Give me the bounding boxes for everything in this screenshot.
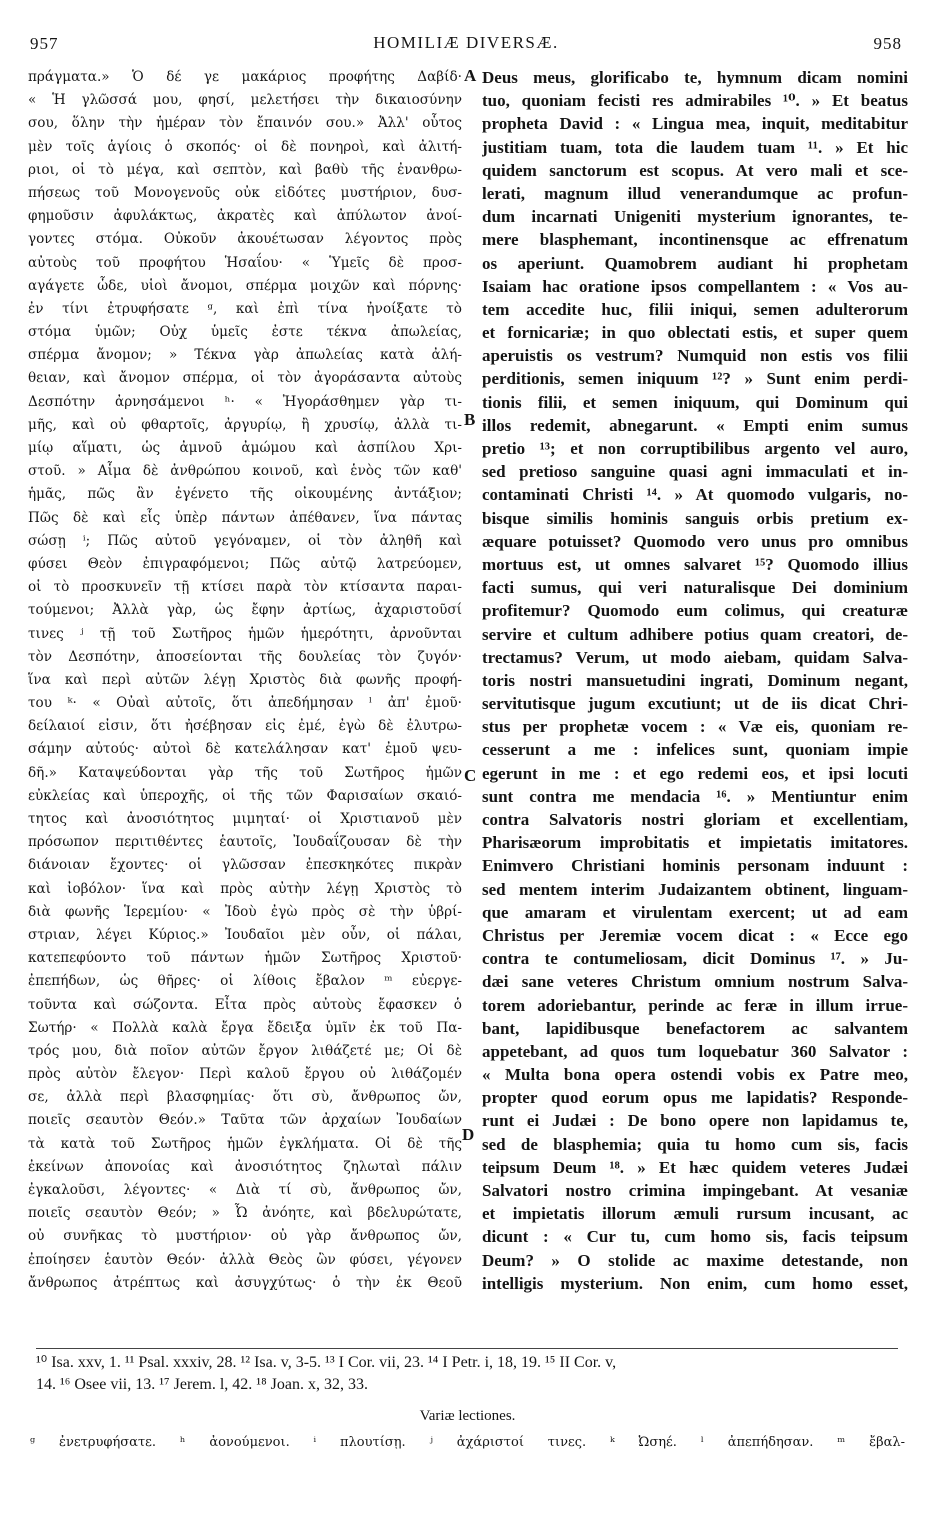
latin-text-line: tionis filii, et semen iniquum, qui Dominum qui bbox=[482, 392, 908, 412]
greek-text-line: ἐποίησεν ἑαυτὸν Θεόν· ἀλλὰ Θεὸς ὢν φύσει, γέγονεν bbox=[28, 1251, 462, 1268]
margin-marker-d: D bbox=[462, 1125, 475, 1144]
footnote-divider bbox=[36, 1348, 898, 1349]
greek-text-line: σώσῃ ⁱ; Πῶς αὐτοῦ γεγόναμεν, οἱ τὸν ἀληθῆ καὶ bbox=[28, 532, 462, 549]
greek-text-line: οὐ συνῆκας τὸ μυστήριον· οὐ γὰρ ἄνθρωπος ὤν, bbox=[28, 1228, 462, 1245]
greek-text-line: φύσει Θεὸν ἐπιγραφόμενοι; Πῶς αὐτῷ λατρεύομεν, bbox=[28, 555, 462, 572]
latin-text-line: propheta David : « Lingua mea, inquit, meditabitur bbox=[482, 114, 908, 134]
greek-text-line: τούμενοι; Ἀλλὰ γὰρ, ὡς ἔφην ἀρτίως, ἀχαριστοῦσί bbox=[28, 602, 462, 619]
footnote-line: ¹⁰ Isa. xxv, 1. ¹¹ Psal. xxxiv, 28. ¹² Isa. v, 3-5. ¹³ I Cor. vii, 23. ¹⁴ I Petr. i, 18, 19. ¹⁵ II Cor. v, bbox=[36, 1354, 617, 1371]
latin-text-line: mortuus est, ut omnes salvaret ¹⁵? Quomodo illius bbox=[482, 554, 908, 574]
greek-text-line: γοντες στόμα. Οὐκοῦν ἀκουέτωσαν λέγοντος πρὸς bbox=[28, 231, 462, 248]
latin-text-line: bisque similis hominis sanguis orbis pretium ex- bbox=[482, 508, 908, 528]
latin-text-line: toris nostri mansuetudini ingrati, Dominum negant, bbox=[482, 670, 908, 690]
latin-text-line: Enimvero Christiani hominis personam induunt : bbox=[482, 856, 908, 876]
latin-text-line: quidem sanctorum est scopus. At vero mali et sce- bbox=[482, 160, 908, 180]
latin-text-line: sed de blasphemia; quia tu homo cum sis, facis bbox=[482, 1134, 908, 1154]
greek-text-line: ἡμᾶς, πῶς ἂν ἐγένετο τῆς οἰκουμένης ἀντάξιον; bbox=[28, 486, 462, 503]
greek-text-line: Πῶς δὲ καὶ εἷς ὑπὲρ πάντων ἀπέθανεν, ἵνα πάντας bbox=[28, 509, 462, 526]
left-page-number: 957 bbox=[30, 34, 59, 53]
latin-text-line: et impietatis illorum æmuli rursum incusant, ac bbox=[482, 1204, 908, 1224]
greek-text-line: πράγματα.» Ὁ δέ γε μακάριος προφήτης Δαβίδ· bbox=[28, 69, 462, 85]
greek-column bbox=[28, 66, 462, 1342]
latin-text-line: Isaiam hac oratione ipsos compellantem : « Vos au- bbox=[482, 276, 908, 296]
latin-column bbox=[482, 66, 908, 1342]
latin-text-line: æquare potuisset? Quomodo vero unus pro omnibus bbox=[482, 531, 908, 551]
latin-text-line: servire et cultum adhibere potius quam creatori, de- bbox=[482, 624, 908, 644]
latin-text-line: dicunt : « Cur tu, cum homo sis, facis teipsum bbox=[482, 1227, 908, 1247]
greek-text-line: ἐγκαλοῦσι, λέγοντες· « Διὰ τί σὺ, ἄνθρωπος ὤν, bbox=[28, 1182, 462, 1198]
latin-text-line: Salvatori nostro crimina impingebant. At vesaniæ bbox=[482, 1181, 908, 1200]
latin-text-line: sed mentem interim Judaizantem obtinent, linguam- bbox=[482, 879, 908, 899]
latin-text-line: appetebant, ad quos tum loquebatur 360 Salvator : bbox=[482, 1041, 908, 1061]
latin-text-line: torem adoriebantur, perinde ac feræ in illum irrue- bbox=[482, 995, 908, 1015]
greek-text-line: στοῦ. » Αἷμα δὲ ἀνθρώπου κοινοῦ, καὶ ἑνὸς τῶν καθ' bbox=[28, 463, 462, 480]
greek-text-line: θειαν, καὶ ἄνομον σπέρμα, οἱ τὸν ἀγοράσαντα αὐτοὺς bbox=[28, 370, 462, 387]
variant-readings-title: Variæ lectiones. bbox=[419, 1408, 516, 1424]
latin-text-line: perditionis, semen iniquum ¹²? » Sunt enim perdi- bbox=[482, 369, 908, 389]
greek-text-line: καὶ ἰοβόλον· ἵνα καὶ πρὸς αὐτὴν λέγῃ Χριστὸς τὸ bbox=[28, 880, 462, 897]
latin-text-line: justitiam tuam, tota die laudem tuam ¹¹. » Et hic bbox=[482, 137, 908, 157]
greek-text-line: στριαν, λέγει Κύριος.» Ἰουδαῖοι μὲν οὖν, οἱ πάλαι, bbox=[28, 926, 462, 943]
latin-text-line: os aperiunt. Quamobrem audiant hi prophetam bbox=[482, 253, 908, 273]
latin-text-line: Deus meus, glorificabo te, hymnum dicam nomini bbox=[482, 68, 908, 87]
greek-text-line: τὰ κατὰ τοῦ Σωτῆρος ἡμῶν ἐγκλήματα. Οἱ δὲ τῆς bbox=[28, 1135, 462, 1152]
greek-text-line: ποιεῖς σεαυτὸν Θεόν; » Ὦ ἀνόητε, καὶ βδελυρώτατε, bbox=[28, 1205, 462, 1222]
greek-text-line: τητος καὶ ἀνοσιότητος μιμηταί· οἱ Χριστιανοῦ μὲν bbox=[28, 811, 462, 827]
greek-text-line: πρόσωπον περιτιθέντες ἑαυτοῖς, Ἰουδαΐζουσαν δὲ τὴν bbox=[28, 834, 462, 851]
latin-text-line: illos redemit, abnegarunt. « Empti enim sumus bbox=[482, 415, 908, 435]
latin-text-line: trectamus? Verum, ut modo aiebam, quidam Salva- bbox=[482, 647, 908, 667]
latin-text-line: dæi sane veteres Christum omnium nostrum Salva- bbox=[482, 972, 908, 992]
greek-text-line: ἐκείνων ἀπονοίας καὶ ἀνοσιότητος ζηλωταὶ πάλιν bbox=[28, 1158, 462, 1175]
latin-text-line: contra te contumeliosam, dicit Dominus ¹⁷. » Ju- bbox=[482, 949, 908, 969]
greek-text-line: σε, ἀλλὰ περὶ βλασφημίας· ὅτι σὺ, ἄνθρωπος ὤν, bbox=[28, 1089, 462, 1106]
latin-text-line: que amaram et virulentam exercent; ut ad eam bbox=[482, 902, 908, 922]
greek-text-line: ποιεῖς σεαυτὸν Θεόν.» Ταῦτα τῶν ἀρχαίων Ἰουδαίων bbox=[28, 1112, 462, 1129]
latin-text-line: intelligis mysterium. Non enim, cum homo esset, bbox=[482, 1273, 908, 1293]
greek-text-line: δῆ.» Καταψεύδονται γὰρ τῆς τοῦ Σωτῆρος ἡμῶν bbox=[28, 764, 462, 781]
footnotes bbox=[36, 1352, 898, 1396]
greek-text-line: διὰ φωνῆς Ἱερεμίου· « Ἰδοὺ ἐγὼ πρὸς σὲ τὴν ὑβρί- bbox=[28, 903, 462, 920]
greek-text-line: εὐκλείας καὶ ὑπεροχῆς, οἱ τῆς τῶν Φαρισαίων σκαιό- bbox=[28, 787, 462, 804]
greek-text-line: σπέρμα ἄνομον; » Τέκνα γὰρ ἀπωλείας κατὰ ἀλή- bbox=[28, 347, 462, 364]
latin-text-line: pretio ¹³; et non corruptibilibus argento vel auro, bbox=[482, 439, 908, 458]
latin-text-line: teipsum Deum ¹⁸. » Et hæc quidem veteres Judæi bbox=[482, 1157, 908, 1177]
greek-text-line: Δεσπότην ἀρνησάμενοι ʰ· « Ἠγοράσθημεν γὰρ τι- bbox=[28, 393, 462, 410]
greek-text-line: ἐν τίνι ἐτρυφήσατε ᵍ, καὶ ἐπὶ τίνα ἠνοίξατε τὸ bbox=[28, 300, 462, 317]
greek-text-line: αγάγετε ὧδε, υἱοὶ ἄνομοι, σπέρμα μοιχῶν καὶ πόρνης· bbox=[28, 277, 462, 294]
latin-text-line: cesserunt a me : infelices sunt, quoniam impie bbox=[482, 740, 908, 760]
margin-marker-b: B bbox=[464, 410, 476, 429]
greek-text-line: Σωτήρ· « Πολλὰ καλὰ ἔργα ἔδειξα ὑμῖν ἐκ τοῦ Πα- bbox=[28, 1019, 462, 1036]
running-header bbox=[26, 30, 906, 60]
latin-text-line: Christus per Jeremiæ vocem dicat : « Ecce ego bbox=[482, 925, 908, 945]
greek-text-line: τὸν Δεσπότην, ἀποσείονται τῆς δουλείας τὸν ζυγόν· bbox=[28, 648, 462, 665]
greek-text-line: αὐτοὺς τοῦ προφήτου Ἡσαΐου· « Ὑμεῖς δὲ προσ- bbox=[28, 254, 462, 271]
footnote-line: 14. ¹⁶ Osee vii, 13. ¹⁷ Jerem. l, 42. ¹⁸ Joan. x, 32, 33. bbox=[36, 1376, 368, 1393]
latin-text-line: « Multa bona opera ostendi vobis ex Patre meo, bbox=[482, 1065, 908, 1085]
greek-text-line: μὲν τοῖς ἁγίοις ὁ σκοπός· οἱ δὲ πονηροὶ, καὶ ἀλιτή- bbox=[28, 138, 462, 155]
greek-text-line: του ᵏ· « Οὐαὶ αὐτοῖς, ὅτι ἀπεδήμησαν ˡ ἀπ' ἐμοῦ· bbox=[28, 695, 462, 712]
greek-text-line: διάνοιαν ἔχοντες· οἱ γλῶσσαν ἐπεσκηκότες πικρὰν bbox=[28, 857, 462, 874]
latin-text-line: et fornicariæ; in quo oblectati estis, et super quem bbox=[482, 323, 908, 343]
greek-text-line: φημοῦσιν ἀφυλάκτως, ἀκρατὲς καὶ ἀπύλωτον ἀνοί- bbox=[28, 208, 462, 225]
greek-text-line: μίῳ αἵματι, ὡς ἀμνοῦ ἀμώμου καὶ ἀσπίλου Χρι- bbox=[28, 440, 462, 456]
greek-text-line: ἄνθρωπος ἀτρέπτως καὶ ἀσυγχύτως· ὁ τὴν ἐκ Θεοῦ bbox=[28, 1274, 462, 1291]
latin-text-line: dum incarnati Unigeniti mysterium ignorantes, te- bbox=[482, 207, 908, 227]
greek-text-line: πήσεως τοῦ Μονογενοῦς οὐκ εἰδότες μυστήριον, δυσ- bbox=[28, 184, 462, 201]
greek-text-line: οἱ τὸ προσκυνεῖν τῇ κτίσει παρὰ τὸν κτίσαντα παραι- bbox=[28, 579, 462, 596]
latin-text-line: sed pretioso sanguine quasi agni immaculati et in- bbox=[482, 462, 908, 482]
greek-text-line: τινες ʲ τῇ τοῦ Σωτῆρος ἡμῶν ἡμερότητι, ἀρνοῦνται bbox=[28, 625, 462, 642]
greek-text-line: πρὸς αὐτὸν ἔλεγον· Περὶ καλοῦ ἔργου οὐ λιθάζομέν bbox=[28, 1066, 462, 1083]
greek-text-line: κατεπεφύοντο τοῦ πάντων ἡμῶν Σωτῆρος Χριστοῦ· bbox=[28, 950, 462, 967]
greek-text-line: σου, ὅλην τὴν ἡμέραν τὸν ἔπαινόν σου.» Ἀλλ' οὗτος bbox=[28, 115, 462, 132]
greek-text-line: σάμην αὐτούς· αὐτοὶ δὲ κατελάλησαν κατ' ἐμοῦ ψευ- bbox=[28, 741, 462, 758]
greek-text-line: τρός μου, διὰ ποῖον αὐτῶν ἔργον λιθάζετέ με; Οἱ δὲ bbox=[28, 1042, 462, 1059]
latin-text-line: runt ei Judæi : De bono opere non lapidamus te, bbox=[482, 1111, 908, 1131]
latin-text-line: tem accedite huc, filii iniqui, semen adulterorum bbox=[482, 299, 908, 319]
latin-text-line: Deum? » O stolide ac maxime detestande, non bbox=[482, 1250, 908, 1270]
latin-text-line: lerati, magnum illud venerandumque ac profun- bbox=[482, 183, 908, 203]
latin-text-line: stus per prophetæ vocem : « Væ eis, quoniam re- bbox=[482, 717, 908, 737]
margin-marker-a: A bbox=[464, 66, 477, 85]
latin-text-line: tuo, quoniam fecisti res admirabiles ¹⁰. » Et beatus bbox=[482, 91, 908, 111]
greek-text-line: μῆς, καὶ οὐ φθαρτοῖς, ἀργυρίῳ, ἢ χρυσίῳ, ἀλλὰ τι- bbox=[28, 416, 462, 433]
latin-text-line: contra Salvatoris nostri gloriam et excellentiam, bbox=[482, 810, 908, 829]
greek-text-line: στόμα ὑμῶν; Οὐχ ὑμεῖς ἐστε τέκνα ἀπωλείας, bbox=[28, 324, 462, 341]
latin-text-line: servitutisque jugum excutiunt; ut de iis dicat Chri- bbox=[482, 694, 908, 714]
latin-text-line: mere blasphemant, incontinensque ac effrenatum bbox=[482, 230, 908, 250]
greek-text-line: ριοι, οἱ τὸ μέγα, καὶ σεπτὸν, καὶ βαθὺ τῆς ἐνανθρω- bbox=[28, 161, 462, 178]
running-title: HOMILIÆ DIVERSÆ. bbox=[373, 33, 559, 52]
latin-text-line: contaminati Christi ¹⁴. » At quomodo vulgaris, no- bbox=[482, 485, 908, 505]
latin-text-line: facti sumus, qui veri naturalisque Dei dominium bbox=[482, 578, 908, 598]
latin-text-line: egerunt in me : et ego redemi eos, et ipsi locuti bbox=[482, 763, 908, 783]
latin-text-line: bant, lapidibusque benefactorem ac salvantem bbox=[482, 1018, 908, 1038]
latin-text-line: aperuistis os vestrum? Numquid non estis vos filii bbox=[482, 346, 908, 366]
variant-readings: ᵍ ἐνετρυφήσατε. ʰ ἀονούμενοι. ⁱ πλουτίσῃ. ʲ ἀχάριστοί τινες. ᵏ Ὠσηέ. ˡ ἀπεπήδησαν. ᵐ ἔβαλ- bbox=[30, 1435, 905, 1450]
greek-text-line: ἵνα καὶ περὶ αὐτῶν λέγῃ Χριστὸς διὰ φωνῆς προφή- bbox=[28, 671, 462, 688]
greek-text-line: δείλαιοί εἰσιν, ὅτι ἠσέβησαν εἰς ἐμέ, ἐγὼ δὲ ἐλυτρω- bbox=[28, 718, 462, 735]
greek-text-line: τοῦντα καὶ σώζοντα. Εἶτα πρὸς αὐτοὺς ἔφασκεν ὁ bbox=[28, 996, 462, 1013]
latin-text-line: profitemur? Quomodo eum colimus, qui creaturæ bbox=[482, 601, 908, 621]
latin-text-line: sunt contra me mendacia ¹⁶. » Mentiuntur enim bbox=[482, 786, 908, 806]
greek-text-line: ἐπεπήδων, ὡς θῆρες· οἱ λίθοις ἔβαλον ᵐ εὐεργε- bbox=[28, 973, 462, 990]
latin-text-line: Pharisæorum improbitatis et impietatis imitatores. bbox=[482, 833, 908, 853]
greek-text-line: « Ἡ γλῶσσά μου, φησί, μελετήσει τὴν δικαιοσύνην bbox=[28, 92, 462, 109]
margin-marker-c: C bbox=[464, 766, 477, 785]
right-page-number: 958 bbox=[873, 34, 902, 53]
latin-text-line: propter quod eorum opus me lapidatis? Responde- bbox=[482, 1088, 908, 1108]
